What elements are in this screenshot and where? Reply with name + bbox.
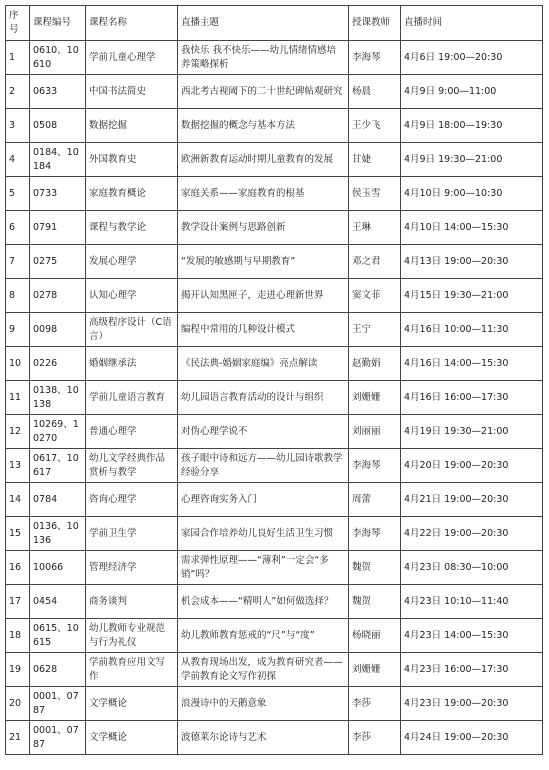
header-no: 序号 <box>6 6 30 41</box>
row-no: 8 <box>6 279 30 313</box>
table-row <box>6 551 543 585</box>
table-header <box>6 6 543 41</box>
row-no: 4 <box>6 143 30 177</box>
table-row <box>6 721 543 755</box>
course-code: 0275 <box>30 245 86 279</box>
live-topic: 幼儿教师教育惩戒的“尺”与“度” <box>178 619 349 653</box>
course-name: 文学概论 <box>86 687 178 721</box>
header-course-code: 课程编号 <box>30 6 86 41</box>
course-code: 0615、10615 <box>30 619 86 653</box>
teacher-name: 窦文菲 <box>349 279 401 313</box>
table-row <box>6 347 543 381</box>
live-time: 4月6日 19:00—20:30 <box>401 41 543 75</box>
course-code: 0628 <box>30 653 86 687</box>
course-code: 0508 <box>30 109 86 143</box>
live-time: 4月22日 19:00—20:30 <box>401 517 543 551</box>
row-no: 2 <box>6 75 30 109</box>
table-row <box>6 381 543 415</box>
course-name: 学前儿童心理学 <box>86 41 178 75</box>
teacher-name: 王少飞 <box>349 109 401 143</box>
course-name: 普通心理学 <box>86 415 178 449</box>
course-name: 数据挖掘 <box>86 109 178 143</box>
course-code: 0184、10184 <box>30 143 86 177</box>
course-code: 0784 <box>30 483 86 517</box>
table-row <box>6 415 543 449</box>
course-name: 商务谈判 <box>86 585 178 619</box>
live-topic: 浪漫诗中的天鹅意象 <box>178 687 349 721</box>
row-no: 21 <box>6 721 30 755</box>
course-code: 0098 <box>30 313 86 347</box>
table-row <box>6 483 543 517</box>
course-code: 0610、10610 <box>30 41 86 75</box>
live-time: 4月19日 19:30—21:00 <box>401 415 543 449</box>
live-topic: 家园合作培养幼儿良好生活卫生习惯 <box>178 517 349 551</box>
live-time: 4月16日 16:00—17:30 <box>401 381 543 415</box>
course-name: 发展心理学 <box>86 245 178 279</box>
course-code: 0001、0787 <box>30 721 86 755</box>
header-row <box>6 6 543 41</box>
live-topic: 心理咨询实务入门 <box>178 483 349 517</box>
course-code: 0733 <box>30 177 86 211</box>
table-row <box>6 313 543 347</box>
live-topic: 编程中常用的几种设计模式 <box>178 313 349 347</box>
teacher-name: 周蕾 <box>349 483 401 517</box>
course-name: 文学概论 <box>86 721 178 755</box>
teacher-name: 杨晨 <box>349 75 401 109</box>
row-no: 17 <box>6 585 30 619</box>
live-topic: 《民法典-婚姻家庭编》亮点解读 <box>178 347 349 381</box>
live-topic: 从教育现场出发，成为教育研究者——学前教育论文写作初探 <box>178 653 349 687</box>
live-time: 4月16日 10:00—11:30 <box>401 313 543 347</box>
teacher-name: 魏贺 <box>349 585 401 619</box>
live-time: 4月23日 16:00—17:30 <box>401 653 543 687</box>
course-name: 高级程序设计（C语言） <box>86 313 178 347</box>
table-row <box>6 279 543 313</box>
teacher-name: 刘丽丽 <box>349 415 401 449</box>
live-time: 4月23日 10:10—11:40 <box>401 585 543 619</box>
row-no: 20 <box>6 687 30 721</box>
teacher-name: 侯玉雪 <box>349 177 401 211</box>
course-name: 学前儿童语言教育 <box>86 381 178 415</box>
table-row <box>6 449 543 483</box>
table-row <box>6 143 543 177</box>
table-body <box>6 41 543 755</box>
row-no: 10 <box>6 347 30 381</box>
table-row <box>6 653 543 687</box>
row-no: 13 <box>6 449 30 483</box>
live-time: 4月15日 19:30—21:00 <box>401 279 543 313</box>
row-no: 9 <box>6 313 30 347</box>
teacher-name: 王琳 <box>349 211 401 245</box>
table-row <box>6 75 543 109</box>
course-name: 婚姻继承法 <box>86 347 178 381</box>
live-topic: 欧洲新教育运动时期儿童教育的发展 <box>178 143 349 177</box>
live-topic: 我快乐 我不快乐——幼儿情绪情感培养策略探析 <box>178 41 349 75</box>
course-code: 0278 <box>30 279 86 313</box>
teacher-name: 李海琴 <box>349 41 401 75</box>
live-time: 4月10日 9:00—10:30 <box>401 177 543 211</box>
live-schedule-table <box>5 5 543 755</box>
live-topic: 西北考古视阈下的二十世纪碑帖观研究 <box>178 75 349 109</box>
live-time: 4月9日 18:00—19:30 <box>401 109 543 143</box>
live-time: 4月9日 9:00—11:00 <box>401 75 543 109</box>
course-code: 0791 <box>30 211 86 245</box>
course-name: 认知心理学 <box>86 279 178 313</box>
table-row <box>6 585 543 619</box>
table-row <box>6 619 543 653</box>
teacher-name: 邓之君 <box>349 245 401 279</box>
table-row <box>6 109 543 143</box>
course-code: 0617、10617 <box>30 449 86 483</box>
live-time: 4月23日 14:00—15:30 <box>401 619 543 653</box>
teacher-name: 甘婕 <box>349 143 401 177</box>
course-code: 0001、0787 <box>30 687 86 721</box>
table-row <box>6 245 543 279</box>
table-row <box>6 517 543 551</box>
live-topic: 需求弹性原理——“薄利”一定会“多销”吗？ <box>178 551 349 585</box>
live-time: 4月23日 19:00—20:30 <box>401 687 543 721</box>
course-name: 中国书法简史 <box>86 75 178 109</box>
live-topic: 孩子眼中诗和远方——幼儿园诗歌教学经验分享 <box>178 449 349 483</box>
teacher-name: 魏贺 <box>349 551 401 585</box>
row-no: 12 <box>6 415 30 449</box>
course-name: 家庭教育概论 <box>86 177 178 211</box>
teacher-name: 李莎 <box>349 687 401 721</box>
live-topic: 数据挖掘的概念与基本方法 <box>178 109 349 143</box>
course-code: 0454 <box>30 585 86 619</box>
live-time: 4月20日 19:00—20:30 <box>401 449 543 483</box>
live-topic: 幼儿园语言教育活动的设计与组织 <box>178 381 349 415</box>
row-no: 19 <box>6 653 30 687</box>
live-topic: 教学设计案例与思路创新 <box>178 211 349 245</box>
live-time: 4月24日 19:00—20:30 <box>401 721 543 755</box>
row-no: 5 <box>6 177 30 211</box>
course-code: 0136、10136 <box>30 517 86 551</box>
teacher-name: 赵勤娟 <box>349 347 401 381</box>
live-topic: 家庭关系——家庭教育的根基 <box>178 177 349 211</box>
row-no: 18 <box>6 619 30 653</box>
teacher-name: 杨晓丽 <box>349 619 401 653</box>
course-code: 0633 <box>30 75 86 109</box>
teacher-name: 李海琴 <box>349 449 401 483</box>
live-time: 4月13日 19:00—20:30 <box>401 245 543 279</box>
live-time: 4月23日 08:30—10:00 <box>401 551 543 585</box>
course-name: 咨询心理学 <box>86 483 178 517</box>
course-name: 幼儿教师专业规范与行为礼仪 <box>86 619 178 653</box>
live-time: 4月21日 19:00—20:30 <box>401 483 543 517</box>
live-topic: 对伪心理学说不 <box>178 415 349 449</box>
table-row <box>6 41 543 75</box>
row-no: 6 <box>6 211 30 245</box>
table-row <box>6 211 543 245</box>
header-live-topic: 直播主题 <box>178 6 349 41</box>
course-code: 10066 <box>30 551 86 585</box>
row-no: 14 <box>6 483 30 517</box>
live-topic: 机会成本——“精明人”如何做选择？ <box>178 585 349 619</box>
live-topic: 波德莱尔论诗与艺术 <box>178 721 349 755</box>
table-row <box>6 177 543 211</box>
course-name: 课程与教学论 <box>86 211 178 245</box>
row-no: 3 <box>6 109 30 143</box>
course-code: 0226 <box>30 347 86 381</box>
row-no: 1 <box>6 41 30 75</box>
teacher-name: 李莎 <box>349 721 401 755</box>
teacher-name: 刘姗姗 <box>349 653 401 687</box>
teacher-name: 刘姗姗 <box>349 381 401 415</box>
course-name: 学前卫生学 <box>86 517 178 551</box>
row-no: 15 <box>6 517 30 551</box>
live-time: 4月9日 19:30—21:00 <box>401 143 543 177</box>
row-no: 7 <box>6 245 30 279</box>
course-name: 管理经济学 <box>86 551 178 585</box>
course-name: 幼儿文学经典作品赏析与教学 <box>86 449 178 483</box>
live-time: 4月10日 14:00—15:30 <box>401 211 543 245</box>
course-name: 外国教育史 <box>86 143 178 177</box>
header-course-name: 课程名称 <box>86 6 178 41</box>
live-topic: 揭开认知黑匣子，走进心理新世界 <box>178 279 349 313</box>
header-teacher: 授课教师 <box>349 6 401 41</box>
header-live-time: 直播时间 <box>401 6 543 41</box>
teacher-name: 王宁 <box>349 313 401 347</box>
row-no: 16 <box>6 551 30 585</box>
live-topic: “发展的敏感期与早期教育” <box>178 245 349 279</box>
course-code: 10269、10270 <box>30 415 86 449</box>
teacher-name: 李海琴 <box>349 517 401 551</box>
course-code: 0138、10138 <box>30 381 86 415</box>
course-name: 学前教育应用文写作 <box>86 653 178 687</box>
live-time: 4月16日 14:00—15:30 <box>401 347 543 381</box>
table-row <box>6 687 543 721</box>
row-no: 11 <box>6 381 30 415</box>
